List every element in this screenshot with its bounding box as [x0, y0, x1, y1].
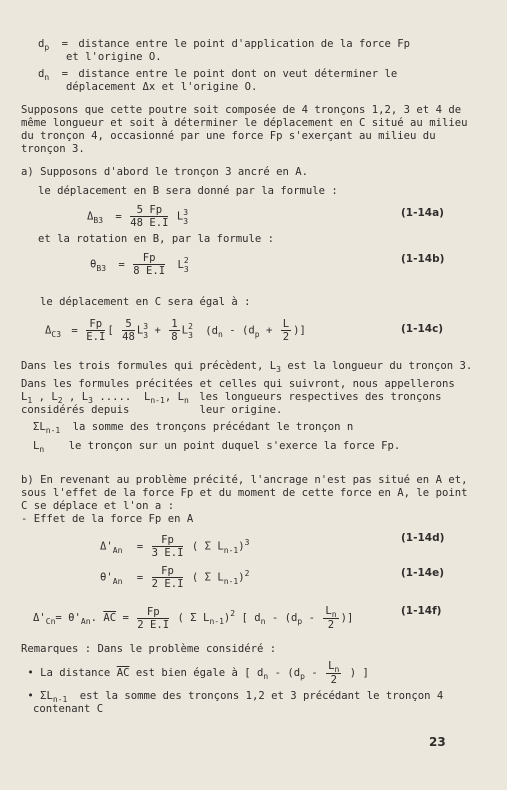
part-b-text: - Effet de la force Fp en A [21, 513, 194, 525]
body-line: Dans les trois formules qui précèdent, $L_3$ est la longueur du tronçon 3. [21, 360, 473, 374]
part-a-text: le déplacement en B sera donné par la formule : [38, 185, 338, 197]
equation-number: (1-14d) [401, 532, 445, 544]
definition-dp-cont: et l'origine O. [66, 51, 162, 63]
part-b-heading: b) En revenant au problème précité, l'ancrage n'est pas situé en A et, [21, 474, 468, 486]
equation-1-14e: $\theta'_{An}$ = $\frac{Fp}{2 E.I}$ ( Σ $L_{n-1})^2$ [100, 565, 250, 590]
intro-line: tronçon 3. [21, 143, 85, 155]
remark-2: • $\Sigma L_{n-1}$ est la somme des tronçons 1,2 et 3 précédant le tronçon 4 [21, 690, 444, 704]
intro-line: Supposons que cette poutre soit composée de 4 tronçons 1,2, 3 et 4 de [21, 104, 462, 116]
equation-number: (1-14c) [401, 323, 444, 335]
part-b-text: sous l'effet de la force Fp et du moment de cette force en A, le point [21, 487, 468, 499]
page-number: 23 [429, 735, 446, 749]
body-line: Dans les formules précitées et celles qui suivront, nous appellerons [21, 378, 455, 390]
equation-1-14a: $\Delta_{B3}$ = $\frac{5 Fp}{48 E.I}$ L 3 3 [87, 204, 189, 229]
intro-line: du tronçon 4, occasionné par une force Fp s'exerçant au milieu du [21, 130, 436, 142]
remark-2-cont: contenant C [33, 703, 104, 715]
definition-dn-cont: déplacement Δx et l'origine O. [66, 81, 258, 93]
body-line: considérés depuis leur origine. [21, 404, 283, 416]
part-b-text: C se déplace et l'on a : [21, 500, 175, 512]
equation-number: (1-14e) [401, 567, 444, 579]
definition-dn: $d_n$ = distance entre le point dont on veut déterminer le [38, 68, 398, 82]
body-line: $L_1$ , $L_2$ , $L_3$ ..... $L_{n-1}$, $L_n$ les longueurs respectives des tronçons [21, 391, 442, 405]
equation-1-14d: $\Delta'_{An}$ = $\frac{Fp}{3 E.I}$ ( Σ $L_{n-1})^3$ [100, 534, 250, 559]
equation-number: (1-14f) [401, 605, 442, 617]
part-a-heading: a) Supposons d'abord le tronçon 3 ancré en A. [21, 166, 309, 178]
equation-number: (1-14b) [401, 253, 445, 265]
intro-line: même longueur et soit à déterminer le déplacement en C situé au milieu [21, 117, 468, 129]
equation-1-14b: $\theta_{B3}$ = $\frac{Fp}{8 E.I}$ L 2 3 [90, 252, 189, 277]
equation-1-14f: $\Delta'_{Cn}= \theta'_{An}$. $\overline{AC}$ = $\frac{Fp}{2 E.I}$ ( Σ $L_{n-1})^2$ [ $d_n - (d_p$ - $\frac{L_n}{2}$ )] [33, 605, 354, 631]
sum-definition: $\Sigma L_{n-1}$ la somme des tronçons précédant le tronçon n [33, 421, 354, 435]
part-a-text: et la rotation en B, par la formule : [38, 233, 274, 245]
ln-definition: $L_n$ le tronçon sur un point duquel s'exerce la force Fp. [33, 440, 401, 454]
part-a-text: le déplacement en C sera égal à : [40, 296, 251, 308]
equation-number: (1-14a) [401, 207, 444, 219]
definition-dp: $d_p$ = distance entre le point d'application de la force Fp [38, 38, 411, 52]
remarks-title: Remarques : Dans le problème considéré : [21, 643, 277, 655]
remark-1: • La distance $\overline{AC}$ est bien égale à [ $d_n - (d_p$ - $\frac{L_n}{2}$ ) ] [21, 660, 369, 686]
equation-1-14c: $\Delta_{C3}$ = $\frac{Fp}{E.I}$ [ $\frac{5}{48}$ L 3 3 + $\frac{1}{8}$ L 2 3 ($d_n - (d_p$ + $\frac{L}{2}$ )] [45, 318, 306, 343]
